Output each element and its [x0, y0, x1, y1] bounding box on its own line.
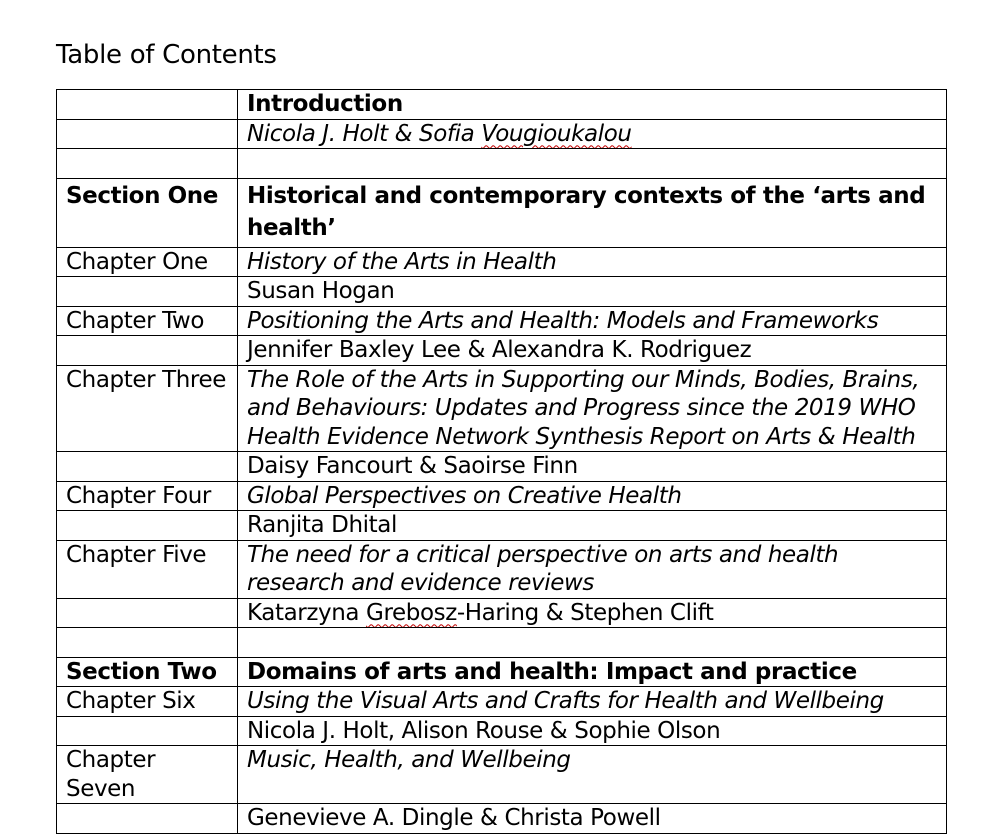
label-cell	[57, 598, 238, 628]
chapter-title: History of the Arts in Health	[238, 247, 947, 277]
section-one-label: Section One	[57, 178, 238, 247]
chapter-title: The need for a critical perspective on arts and health research and evidence reviews	[238, 540, 947, 598]
table-row	[57, 119, 947, 149]
chapter-authors: Daisy Fancourt & Saoirse Finn	[238, 452, 947, 482]
table-row	[57, 716, 947, 746]
authors-text: Katarzyna	[247, 599, 367, 626]
intro-authors	[238, 119, 947, 149]
table-row	[57, 247, 947, 277]
chapter-authors: Nicola J. Holt, Alison Rouse & Sophie Olson	[238, 716, 947, 746]
label-cell	[57, 804, 238, 834]
chapter-title: The Role of the Arts in Supporting our Minds, Bodies, Brains, and Behaviours: Updates and Progress since the 2019 WHO Health Evidence Network Synthesis Report on Arts & Health	[238, 365, 947, 452]
table-row	[57, 178, 947, 247]
chapter-label: Chapter Five	[57, 540, 238, 598]
chapter-label: Chapter Seven	[57, 746, 238, 804]
chapter-title: Global Perspectives on Creative Health	[238, 481, 947, 511]
table-row	[57, 804, 947, 834]
label-cell	[57, 119, 238, 149]
chapter-authors: Ranjita Dhital	[238, 511, 947, 541]
chapter-title: Using the Visual Arts and Crafts for Health and Wellbeing	[238, 687, 947, 717]
chapter-label: Chapter Three	[57, 365, 238, 452]
table-row	[57, 746, 947, 804]
chapter-label: Chapter Six	[57, 687, 238, 717]
label-cell	[57, 511, 238, 541]
table-row	[57, 452, 947, 482]
table-row	[57, 365, 947, 452]
chapter-title: Music, Health, and Wellbeing	[238, 746, 947, 804]
table-row	[57, 687, 947, 717]
section-two-label: Section Two	[57, 657, 238, 687]
table-row	[57, 306, 947, 336]
section-one-title: Historical and contemporary contexts of the ‘arts and health’	[238, 178, 947, 247]
table-row	[57, 277, 947, 307]
chapter-label: Chapter One	[57, 247, 238, 277]
chapter-label: Chapter Four	[57, 481, 238, 511]
table-row-empty	[57, 628, 947, 658]
chapter-label: Chapter Two	[57, 306, 238, 336]
spellcheck-flagged-word[interactable]: Vougioukalou	[481, 120, 632, 147]
table-row	[57, 90, 947, 120]
authors-text: -Haring & Stephen Clift	[456, 599, 714, 626]
label-cell	[57, 716, 238, 746]
table-row	[57, 481, 947, 511]
chapter-authors	[238, 598, 947, 628]
table-row-empty	[57, 149, 947, 179]
chapter-authors: Susan Hogan	[238, 277, 947, 307]
chapter-authors: Genevieve A. Dingle & Christa Powell	[238, 804, 947, 834]
intro-authors-text: Nicola J. Holt & Sofia	[247, 120, 482, 147]
section-two-title: Domains of arts and health: Impact and practice	[238, 657, 947, 687]
label-cell	[57, 452, 238, 482]
table-row	[57, 511, 947, 541]
toc-table	[56, 89, 947, 834]
label-cell	[57, 277, 238, 307]
table-row	[57, 657, 947, 687]
table-row	[57, 336, 947, 366]
spellcheck-flagged-word[interactable]: Grebosz	[366, 599, 457, 626]
intro-heading: Introduction	[238, 90, 947, 120]
label-cell	[57, 90, 238, 120]
chapter-title: Positioning the Arts and Health: Models and Frameworks	[238, 306, 947, 336]
document-title: Table of Contents	[56, 40, 277, 70]
table-row	[57, 598, 947, 628]
chapter-authors: Jennifer Baxley Lee & Alexandra K. Rodriguez	[238, 336, 947, 366]
label-cell	[57, 336, 238, 366]
table-row	[57, 540, 947, 598]
